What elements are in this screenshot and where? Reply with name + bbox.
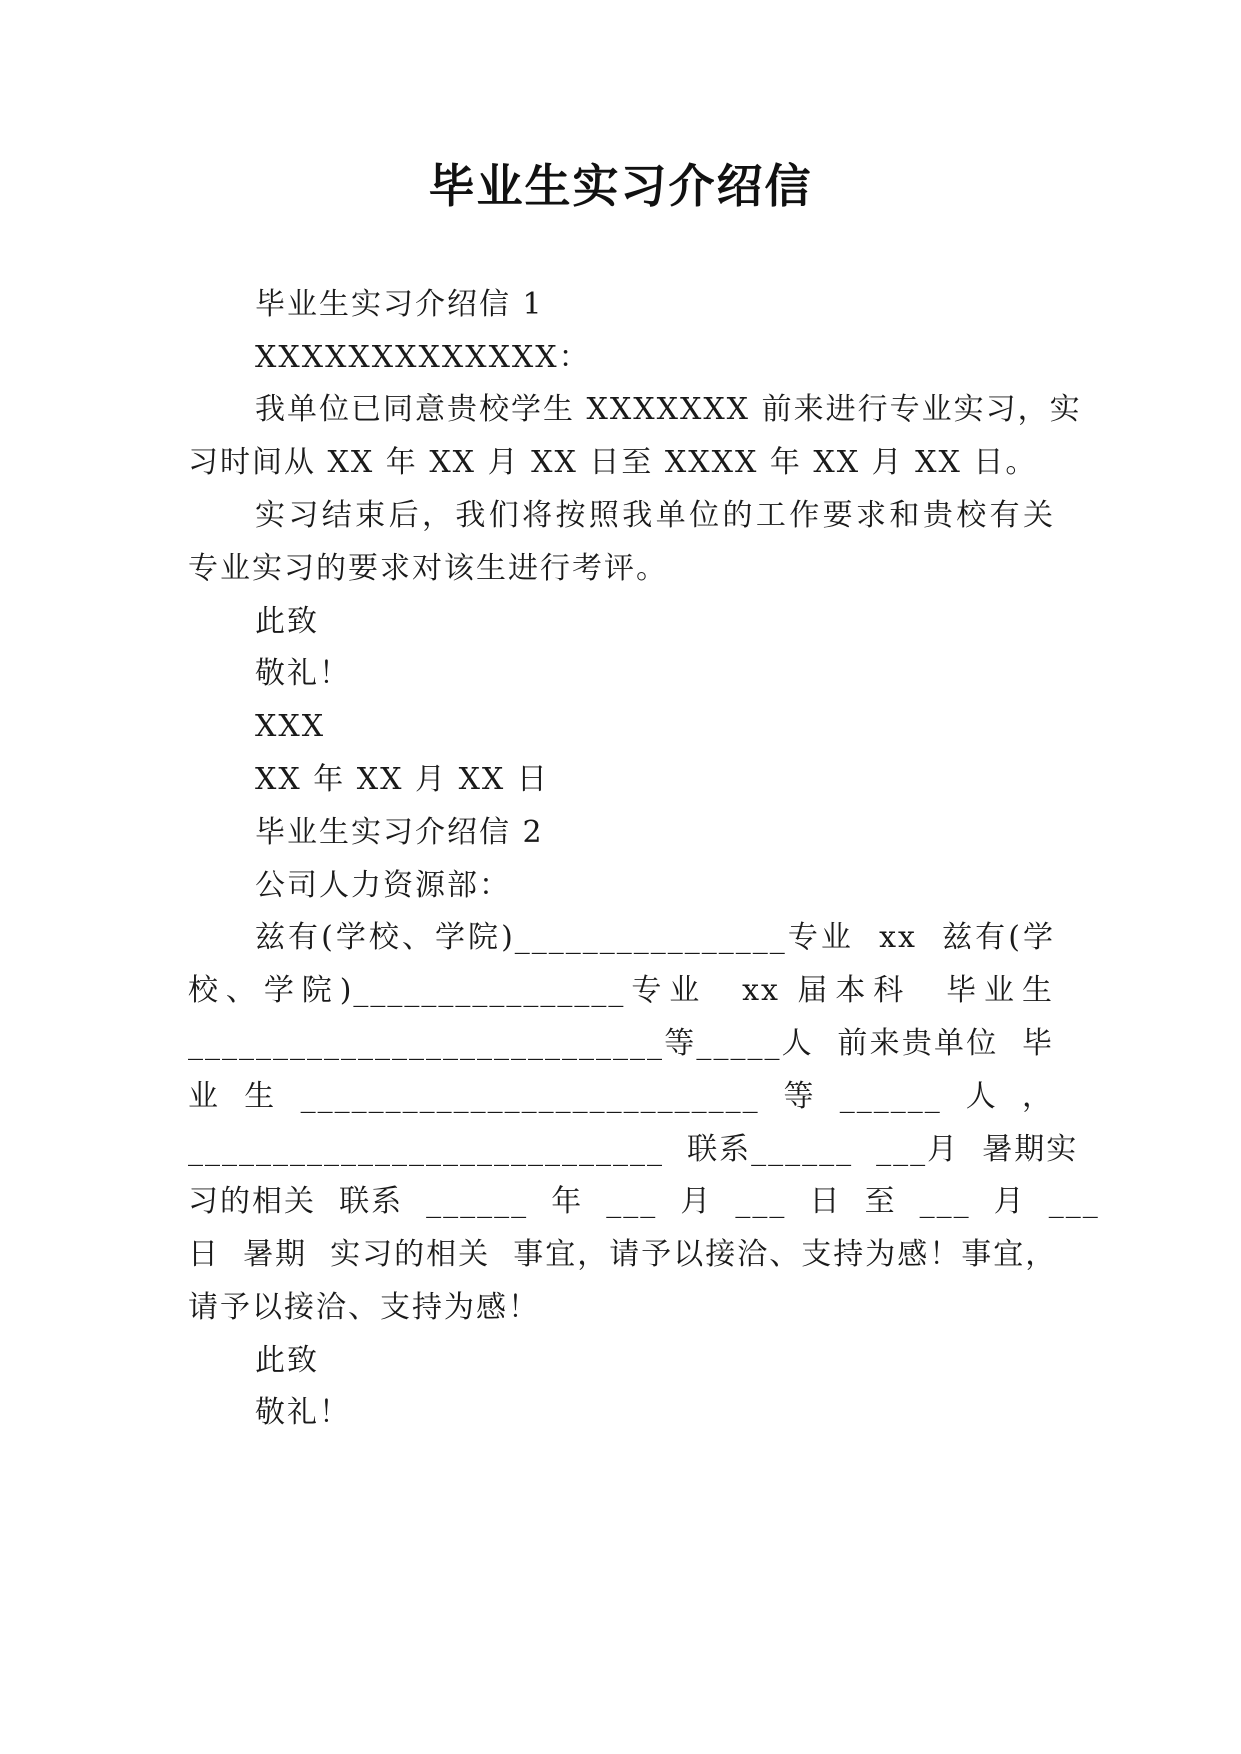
letter-2-body-line-3: ____________________________等_____人 前来贵单位 毕 [188, 1026, 1054, 1061]
letter-2-body-line-6: 习的相关 联系 ______ 年 ___ 月 ___ 日 至 ___ 月 ___ [188, 1184, 1100, 1219]
letter-1-paragraph-1-line-1: 我单位已同意贵校学生 XXXXXXX 前来进行专业实习，实 [255, 392, 1082, 427]
letter-1-regards: 敬礼！ [255, 656, 351, 691]
letter-1-paragraph-2-line-2: 专业实习的要求对该生进行考评。 [188, 551, 668, 586]
letter-1-paragraph-2-line-1: 实习结束后，我们将按照我单位的工作要求和贵校有关 [255, 498, 1055, 533]
letter-1-date: XX 年 XX 月 XX 日 [255, 762, 549, 797]
letter-2-body-line-5: ____________________________ 联系______ ___月 暑期实 [188, 1132, 1079, 1167]
letter-2-body-line-2: 校、学院)________________专业 xx 届本科 毕业生 [188, 973, 1054, 1008]
letter-2-body-line-7: 日 暑期 实习的相关 事宜，请予以接洽、支持为感！事宜， [188, 1237, 1058, 1272]
document-title: 毕业生实习介绍信 [428, 159, 813, 213]
letter-2-closing: 此致 [255, 1343, 319, 1378]
letter-2-body-line-8: 请予以接洽、支持为感！ [188, 1290, 540, 1325]
letter-2-salutation: 公司人力资源部： [255, 868, 511, 903]
letter-1-salutation: XXXXXXXXXXXXX： [255, 340, 591, 375]
letter-2-body-line-1: 兹有(学校、学院)________________专业 xx 兹有(学 [255, 920, 1055, 955]
letter-2-heading: 毕业生实习介绍信 2 [255, 815, 544, 850]
letter-2-regards: 敬礼！ [255, 1395, 351, 1430]
letter-1-paragraph-1-line-2: 习时间从 XX 年 XX 月 XX 日至 XXXX 年 XX 月 XX 日。 [188, 445, 1038, 480]
letter-1-heading: 毕业生实习介绍信 1 [255, 287, 544, 322]
letter-2-body-line-4: 业 生 ___________________________ 等 ______ 人 ， [188, 1079, 1054, 1114]
letter-1-signature: XXX [255, 709, 326, 744]
letter-1-closing: 此致 [255, 604, 319, 639]
